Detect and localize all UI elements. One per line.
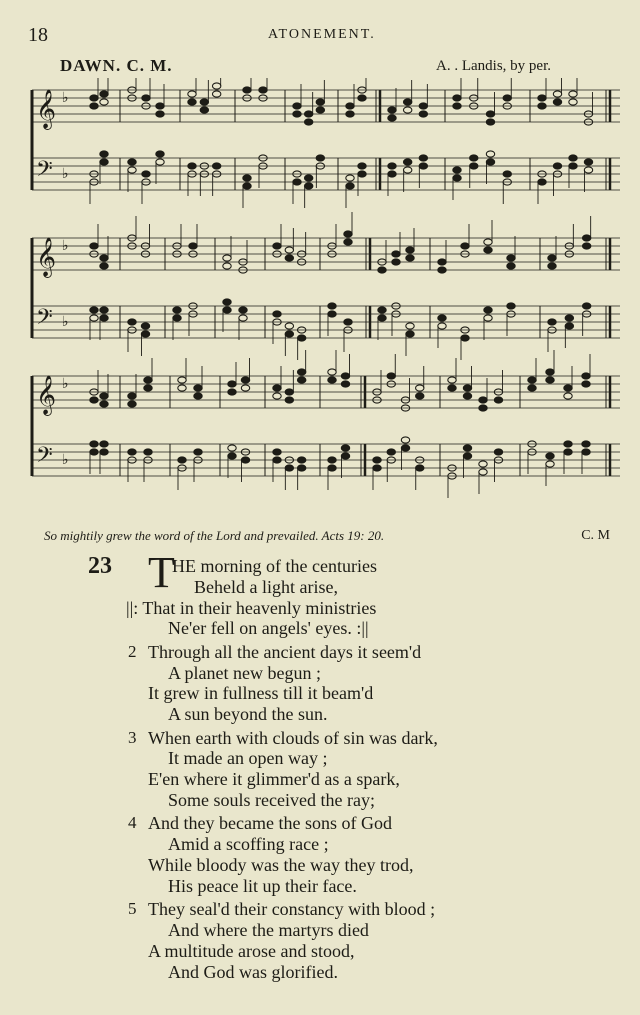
treble-clef: 𝄞 <box>36 89 57 129</box>
note-head <box>479 461 487 467</box>
note-head <box>569 99 577 105</box>
note-head <box>128 167 136 173</box>
note-head <box>582 373 590 379</box>
note-head <box>463 393 471 399</box>
note-head <box>100 401 108 407</box>
note-head <box>293 103 301 109</box>
note-head <box>341 373 349 379</box>
note-head <box>463 385 471 391</box>
lyric-line: And God was glorified. <box>168 961 338 982</box>
bass-clef: 𝄢 <box>36 305 53 335</box>
note-head <box>241 377 249 383</box>
note-head <box>569 163 577 169</box>
note-head <box>128 449 136 455</box>
lyric-line: A multitude arose and stood, <box>148 940 355 961</box>
note-head <box>463 453 471 459</box>
note-head <box>378 307 386 313</box>
note-head <box>503 95 511 101</box>
note-head <box>144 385 152 391</box>
note-head <box>142 95 150 101</box>
note-head <box>188 91 196 97</box>
note-head <box>494 397 502 403</box>
hymn-number: 23 <box>88 553 112 579</box>
note-head <box>285 255 293 261</box>
note-head <box>486 119 494 125</box>
note-head <box>243 87 251 93</box>
note-head <box>565 315 573 321</box>
lyric-line: Beheld a light arise, <box>194 576 338 597</box>
note-head <box>228 453 236 459</box>
note-head <box>100 159 108 165</box>
note-head <box>200 107 208 113</box>
note-head <box>100 307 108 313</box>
note-head <box>228 389 236 395</box>
note-head <box>304 119 312 125</box>
note-head <box>341 381 349 387</box>
stanza-number: 3 <box>128 727 137 747</box>
bass-clef: 𝄢 <box>36 443 53 473</box>
note-head <box>156 159 164 165</box>
lyric-line: And they became the sons of God <box>148 813 392 834</box>
note-head <box>553 99 561 105</box>
note-head <box>285 247 293 253</box>
note-head <box>479 405 487 411</box>
note-head <box>507 263 515 269</box>
note-head <box>461 243 469 249</box>
note-head <box>90 449 98 455</box>
note-head <box>328 303 336 309</box>
note-head <box>100 151 108 157</box>
note-head <box>273 457 281 463</box>
note-head <box>239 307 247 313</box>
note-head <box>565 323 573 329</box>
note-head <box>438 267 446 273</box>
note-head <box>100 91 108 97</box>
note-head <box>90 243 98 249</box>
note-head <box>479 469 487 475</box>
note-head <box>200 99 208 105</box>
note-head <box>178 457 186 463</box>
bass-clef: 𝄢 <box>36 157 53 187</box>
note-head <box>507 303 515 309</box>
lyric-line: It grew in fullness till it beam'd <box>148 683 374 704</box>
note-head <box>388 163 396 169</box>
note-head <box>358 171 366 177</box>
note-head <box>378 267 386 273</box>
note-head <box>486 151 494 157</box>
note-head <box>387 373 395 379</box>
note-head <box>285 465 293 471</box>
note-head <box>453 175 461 181</box>
note-head <box>406 247 414 253</box>
note-head <box>273 385 281 391</box>
note-head <box>564 449 572 455</box>
stanza-number: 5 <box>128 899 137 919</box>
note-head <box>438 259 446 265</box>
note-head <box>344 319 352 325</box>
key-flat: ♭ <box>62 377 69 392</box>
note-head <box>90 315 98 321</box>
lyric-line: E'en where it glimmer'd as a spark, <box>148 769 400 790</box>
note-head <box>341 453 349 459</box>
note-head <box>100 449 108 455</box>
note-head <box>189 243 197 249</box>
note-head <box>569 91 577 97</box>
note-head <box>90 103 98 109</box>
note-head <box>388 107 396 113</box>
note-head <box>507 255 515 261</box>
note-head <box>328 377 336 383</box>
note-head <box>546 369 554 375</box>
lyric-line: When earth with clouds of sin was dark, <box>148 727 438 748</box>
note-head <box>273 393 281 399</box>
lyric-line: HE morning of the centuries <box>172 556 377 576</box>
note-head <box>316 155 324 161</box>
note-head <box>194 385 202 391</box>
note-head <box>387 449 395 455</box>
note-head <box>582 441 590 447</box>
lyric-line: A sun beyond the sun. <box>168 704 328 725</box>
note-head <box>223 307 231 313</box>
note-head <box>528 385 536 391</box>
note-head <box>212 91 220 97</box>
note-head <box>141 331 149 337</box>
note-head <box>392 251 400 257</box>
note-head <box>90 95 98 101</box>
note-head <box>470 155 478 161</box>
note-head <box>142 171 150 177</box>
note-head <box>484 315 492 321</box>
note-head <box>406 323 414 329</box>
note-head <box>90 307 98 313</box>
note-head <box>173 307 181 313</box>
note-head <box>448 385 456 391</box>
note-head <box>470 163 478 169</box>
note-head <box>346 103 354 109</box>
note-head <box>128 319 136 325</box>
note-head <box>484 247 492 253</box>
treble-clef: 𝄞 <box>36 375 57 415</box>
note-head <box>538 103 546 109</box>
note-head <box>156 111 164 117</box>
note-head <box>346 183 354 189</box>
note-head <box>416 393 424 399</box>
note-head <box>392 259 400 265</box>
note-head <box>461 335 469 341</box>
note-head <box>285 331 293 337</box>
note-head <box>582 243 590 249</box>
note-head <box>304 183 312 189</box>
note-head <box>463 445 471 451</box>
note-head <box>304 111 312 117</box>
note-head <box>243 183 251 189</box>
lyric-line: His peace lit up their face. <box>168 875 357 896</box>
note-head <box>341 445 349 451</box>
note-head <box>297 369 305 375</box>
note-head <box>297 335 305 341</box>
note-head <box>141 323 149 329</box>
note-head <box>484 239 492 245</box>
note-head <box>373 457 381 463</box>
note-head <box>188 163 196 169</box>
note-head <box>546 377 554 383</box>
note-head <box>582 303 590 309</box>
note-head <box>328 369 336 375</box>
note-head <box>188 99 196 105</box>
note-head <box>546 461 554 467</box>
note-head <box>453 167 461 173</box>
note-head <box>528 377 536 383</box>
note-head <box>403 107 411 113</box>
note-head <box>328 311 336 317</box>
note-head <box>90 441 98 447</box>
note-head <box>328 457 336 463</box>
note-head <box>194 393 202 399</box>
note-head <box>223 263 231 269</box>
note-head <box>316 99 324 105</box>
note-head <box>548 263 556 269</box>
note-head <box>239 315 247 321</box>
key-flat: ♭ <box>62 91 69 106</box>
note-head <box>346 175 354 181</box>
lyric-line: It made an open way ; <box>168 748 328 769</box>
note-head <box>100 393 108 399</box>
note-head <box>419 163 427 169</box>
note-head <box>344 239 352 245</box>
note-head <box>128 401 136 407</box>
note-head <box>564 385 572 391</box>
note-head <box>241 385 249 391</box>
note-head <box>538 179 546 185</box>
note-head <box>378 315 386 321</box>
lyric-line: They seal'd their constancy with blood ; <box>148 899 436 920</box>
note-head <box>479 397 487 403</box>
page-number: 18 <box>28 24 48 46</box>
note-head <box>100 99 108 105</box>
note-head <box>128 393 136 399</box>
note-head <box>304 175 312 181</box>
note-head <box>403 159 411 165</box>
note-head <box>569 155 577 161</box>
note-head <box>486 159 494 165</box>
note-head <box>419 111 427 117</box>
note-head <box>156 103 164 109</box>
note-head <box>346 111 354 117</box>
note-head <box>503 171 511 177</box>
stanza-number: 4 <box>128 813 137 833</box>
note-head <box>553 91 561 97</box>
note-head <box>564 393 572 399</box>
note-head <box>212 83 220 89</box>
note-head <box>194 449 202 455</box>
note-head <box>538 95 546 101</box>
note-head <box>100 255 108 261</box>
note-head <box>285 397 293 403</box>
note-head <box>223 255 231 261</box>
note-head <box>388 115 396 121</box>
note-head <box>273 449 281 455</box>
note-head <box>584 167 592 173</box>
note-head <box>297 457 305 463</box>
note-head <box>293 111 301 117</box>
lyric-line: Some souls received the ray; <box>168 790 375 810</box>
lyric-line: ||: That in their heavenly ministries <box>126 597 377 618</box>
lyric-line: And where the martyrs died <box>168 920 369 940</box>
note-head <box>156 151 164 157</box>
note-head <box>297 377 305 383</box>
note-head <box>178 385 186 391</box>
note-head <box>273 311 281 317</box>
note-head <box>401 445 409 451</box>
note-head <box>297 465 305 471</box>
note-head <box>241 457 249 463</box>
section-title: ATONEMENT. <box>268 27 376 42</box>
key-flat: ♭ <box>62 167 69 182</box>
scripture-reference <box>44 528 614 544</box>
note-head <box>419 155 427 161</box>
note-head <box>582 235 590 241</box>
note-head <box>293 179 301 185</box>
note-head <box>328 465 336 471</box>
note-head <box>228 381 236 387</box>
note-head <box>584 159 592 165</box>
note-head <box>212 163 220 169</box>
note-head <box>388 171 396 177</box>
note-head <box>453 95 461 101</box>
note-head <box>582 449 590 455</box>
note-head <box>285 323 293 329</box>
note-head <box>553 163 561 169</box>
note-head <box>90 397 98 403</box>
key-flat: ♭ <box>62 239 69 254</box>
note-head <box>416 465 424 471</box>
lyric-line: Amid a scoffing race ; <box>168 834 329 855</box>
note-head <box>228 445 236 451</box>
composer-credit: A. . Landis, by per. <box>436 58 551 74</box>
lyric-line: Through all the ancient days it seem'd <box>148 641 422 662</box>
note-head <box>403 99 411 105</box>
lyric-line: While bloody was the way they trod, <box>148 855 414 875</box>
note-head <box>173 315 181 321</box>
note-head <box>178 377 186 383</box>
note-head <box>128 159 136 165</box>
key-flat: ♭ <box>62 453 69 468</box>
note-head <box>358 95 366 101</box>
lyric-line: A planet new begun ; <box>168 662 321 683</box>
note-head <box>453 103 461 109</box>
note-head <box>494 449 502 455</box>
note-head <box>548 319 556 325</box>
note-head <box>358 163 366 169</box>
note-head <box>548 255 556 261</box>
note-head <box>316 107 324 113</box>
page-header <box>28 24 588 46</box>
note-head <box>259 87 267 93</box>
note-head <box>546 453 554 459</box>
scripture-text: So mightily grew the word of the Lord and prevailed. Acts 19: 20. <box>44 528 385 543</box>
note-head <box>144 377 152 383</box>
note-head <box>344 231 352 237</box>
note-head <box>401 437 409 443</box>
meter-label: C. M <box>581 528 610 543</box>
note-head <box>406 331 414 337</box>
note-head <box>373 465 381 471</box>
music-score <box>20 78 630 518</box>
note-head <box>285 389 293 395</box>
drop-cap: T <box>148 548 175 597</box>
note-head <box>448 377 456 383</box>
note-head <box>486 111 494 117</box>
key-flat: ♭ <box>62 315 69 330</box>
lyric-line: Ne'er fell on angels' eyes. :|| <box>168 618 369 639</box>
note-head <box>403 167 411 173</box>
note-head <box>582 381 590 387</box>
note-head <box>416 385 424 391</box>
note-head <box>100 315 108 321</box>
note-head <box>419 103 427 109</box>
note-head <box>438 323 446 329</box>
treble-clef: 𝄞 <box>36 237 57 277</box>
note-head <box>144 449 152 455</box>
note-head <box>223 299 231 305</box>
note-head <box>406 255 414 261</box>
stanza-number: 2 <box>128 641 137 661</box>
note-head <box>100 441 108 447</box>
note-head <box>243 175 251 181</box>
note-head <box>100 263 108 269</box>
note-head <box>438 315 446 321</box>
tune-name: DAWN. C. M. <box>60 56 173 75</box>
note-head <box>484 307 492 313</box>
note-head <box>564 441 572 447</box>
note-head <box>273 243 281 249</box>
